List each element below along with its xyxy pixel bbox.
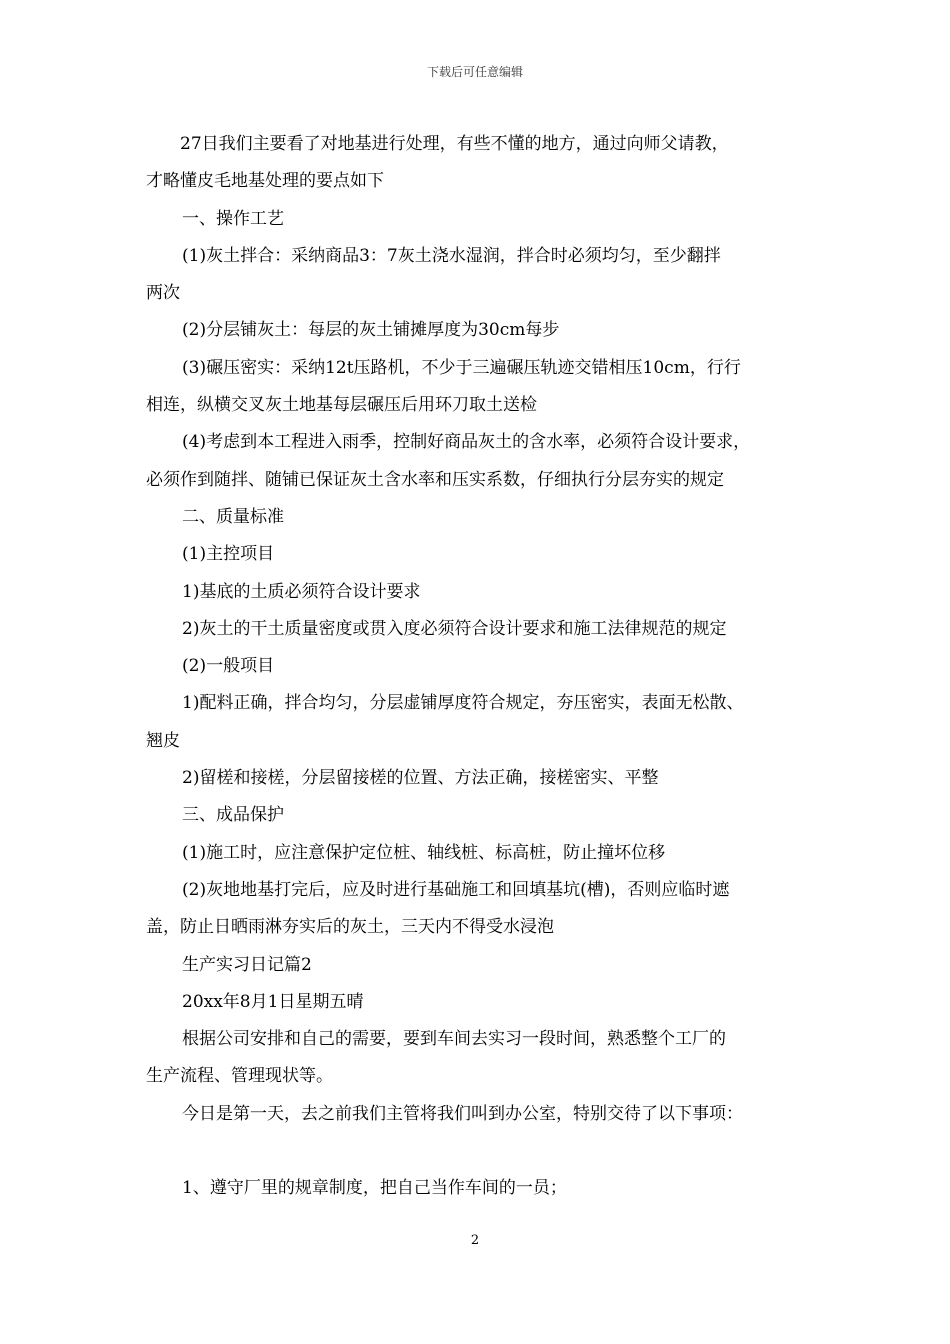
blank-line <box>146 1133 826 1170</box>
paragraph-line: (1)主控项目 <box>182 544 275 565</box>
section-heading: 二、质量标准 <box>182 506 284 527</box>
page-number: 2 <box>470 1233 480 1248</box>
paragraph-line: (1)灰土拌合：采纳商品3：7灰土浇水湿润，拌合时必须均匀，至少翻拌 <box>182 245 721 266</box>
paragraph-line: (4)考虑到本工程进入雨季，控制好商品灰土的含水率，必须符合设计要求， <box>182 432 751 453</box>
diary-date: 20xx年8月1日星期五晴 <box>182 991 364 1012</box>
paragraph-line: 两次 <box>146 283 180 304</box>
paragraph-line: (2)灰地地基打完后，应及时进行基础施工和回填基坑(槽)，否则应临时遮 <box>182 879 730 900</box>
page-header: 下载后可任意编辑 <box>426 65 523 79</box>
paragraph-line: 1、遵守厂里的规章制度，把自己当作车间的一员； <box>182 1178 567 1199</box>
paragraph-line: (3)碾压密实：采纳12t压路机，不少于三遍碾压轨迹交错相压10cm，行行 <box>182 357 741 378</box>
document-body <box>146 126 826 1207</box>
paragraph-line: 1)配料正确，拌合均匀，分层虚铺厚度符合规定，夯压密实，表面无松散、 <box>182 693 744 714</box>
paragraph-line: (1)施工时，应注意保护定位桩、轴线桩、标高桩，防止撞坏位移 <box>182 842 666 863</box>
paragraph-line: 今日是第一天，去之前我们主管将我们叫到办公室，特别交待了以下事项： <box>182 1103 743 1124</box>
section-heading: 一、操作工艺 <box>182 208 284 229</box>
paragraph-line: 根据公司安排和自己的需要，要到车间去实习一段时间，熟悉整个工厂的 <box>182 1029 726 1050</box>
paragraph-line: 生产流程、管理现状等。 <box>146 1066 333 1087</box>
paragraph-line: 盖，防止日晒雨淋夯实后的灰土，三天内不得受水浸泡 <box>146 917 554 938</box>
paragraph-line: 必须作到随拌、随铺已保证灰土含水率和压实系数，仔细执行分层夯实的规定 <box>146 469 724 490</box>
paragraph-line: 翘皮 <box>146 730 180 751</box>
paragraph-line: 才略懂皮毛地基处理的要点如下 <box>146 171 384 192</box>
paragraph-line: (2)分层铺灰土：每层的灰土铺摊厚度为30cm每步 <box>182 320 560 341</box>
paragraph-line: 2)留槎和接槎，分层留接槎的位置、方法正确，接槎密实、平整 <box>182 768 659 789</box>
paragraph-line: 相连，纵横交叉灰土地基每层碾压后用环刀取土送检 <box>146 395 537 416</box>
paragraph-line: 1)基底的土质必须符合设计要求 <box>182 581 421 602</box>
paragraph-line: (2)一般项目 <box>182 656 275 677</box>
diary-title: 生产实习日记篇2 <box>182 954 312 975</box>
section-heading: 三、成品保护 <box>182 805 284 826</box>
paragraph-line: 2)灰土的干土质量密度或贯入度必须符合设计要求和施工法律规范的规定 <box>182 618 727 639</box>
paragraph-line: 27日我们主要看了对地基进行处理，有些不懂的地方，通过向师父请教， <box>180 134 729 154</box>
